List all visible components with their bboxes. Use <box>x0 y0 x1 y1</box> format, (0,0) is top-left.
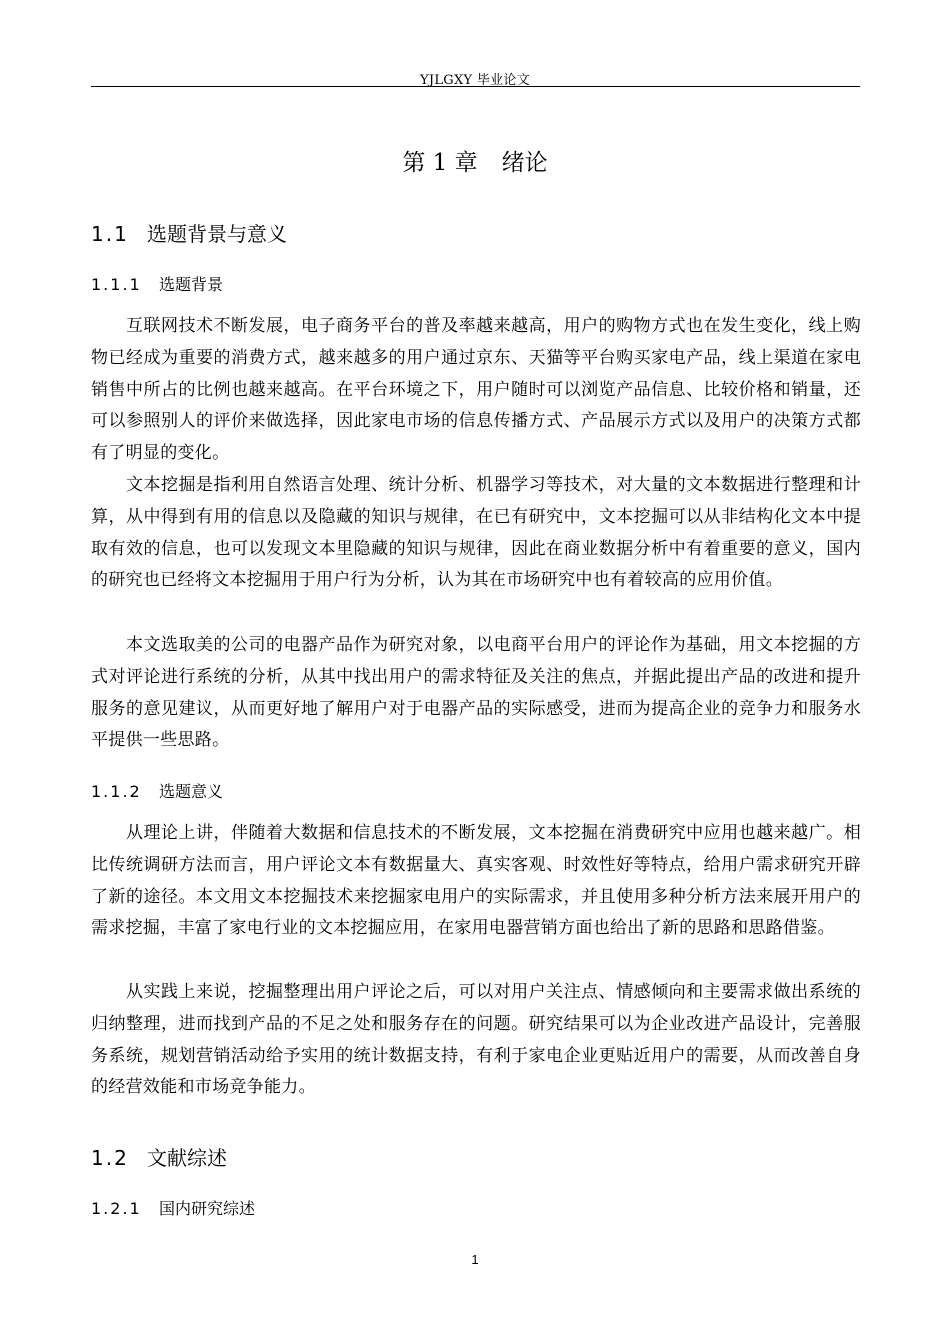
chapter-number: 第 1 章 <box>402 150 478 176</box>
subsection-title: 选题意义 <box>159 782 224 801</box>
running-header: YJLGXY 毕业论文 <box>419 73 531 88</box>
section-title: 选题背景与意义 <box>147 222 287 246</box>
section-number: 1.2 <box>91 1146 129 1170</box>
section-heading-1-1 <box>91 219 287 249</box>
section-title: 文献综述 <box>147 1146 227 1170</box>
chapter-title <box>0 146 950 180</box>
section-number: 1.1 <box>91 222 129 246</box>
header-rule <box>91 86 860 87</box>
subsection-title: 国内研究综述 <box>159 1199 256 1218</box>
paragraph-significance-2: 从实践上来说，挖掘整理出用户评论之后，可以对用户关注点、情感倾向和主要需求做出系统的归纳整理，进而找到产品的不足之处和服务存在的问题。研究结果可以为企业改进产品设计，完善服务系统，规划营销活动给予实用的统计数据支持，有利于家电企业更贴近用户的需要，从而改善自身的经营效能和市场竞争能力。 <box>91 982 861 1098</box>
paragraph-background-3: 本文选取美的公司的电器产品作为研究对象，以电商平台用户的评论作为基础，用文本挖掘的方式对评论进行系统的分析，从其中找出用户的需求特征及关注的焦点，并据此提出产品的改进和提升服务的意见建议，从而更好地了解用户对于电器产品的实际感受，进而为提高企业的竞争力和服务水平提供一些思路。 <box>91 635 861 751</box>
section-heading-1-2 <box>91 1143 227 1173</box>
page-number: 1 <box>471 1252 479 1267</box>
subsection-heading-1-2-1 <box>91 1197 255 1221</box>
subsection-number: 1.1.2 <box>91 782 142 801</box>
paragraph-background-1: 互联网技术不断发展，电子商务平台的普及率越来越高，用户的购物方式也在发生变化，线上购物已经成为重要的消费方式，越来越多的用户通过京东、天猫等平台购买家电产品，线上渠道在家电销售中所占的比例也越来越高。在平台环境之下，用户随时可以浏览产品信息、比较价格和销量，还可以参照别人的评价来做选择，因此家电市场的信息传播方式、产品展示方式以及用户的决策方式都有了明显的变化。 <box>91 316 861 464</box>
paragraph-significance-1: 从理论上讲，伴随着大数据和信息技术的不断发展，文本挖掘在消费研究中应用也越来越广。相比传统调研方法而言，用户评论文本有数据量大、真实客观、时效性好等特点，给用户需求研究开辟了新的途径。本文用文本挖掘技术来挖掘家电用户的实际需求，并且使用多种分析方法来展开用户的需求挖掘，丰富了家电行业的文本挖掘应用，在家用电器营销方面也给出了新的思路和思路借鉴。 <box>91 823 861 939</box>
subsection-title: 选题背景 <box>159 275 224 294</box>
paragraph-background-2: 文本挖掘是指利用自然语言处理、统计分析、机器学习等技术，对大量的文本数据进行整理和计算，从中得到有用的信息以及隐藏的知识与规律，在已有研究中，文本挖掘可以从非结构化文本中提取有效的信息，也可以发现文本里隐藏的知识与规律，因此在商业数据分析中有着重要的意义，国内的研究也已经将文本挖掘用于用户行为分析，认为其在市场研究中也有着较高的应用价值。 <box>91 475 861 591</box>
subsection-number: 1.1.1 <box>91 275 142 294</box>
subsection-number: 1.2.1 <box>91 1199 142 1218</box>
subsection-heading-1-1-1 <box>91 273 223 297</box>
subsection-heading-1-1-2 <box>91 780 223 804</box>
chapter-name: 绪论 <box>501 150 548 176</box>
